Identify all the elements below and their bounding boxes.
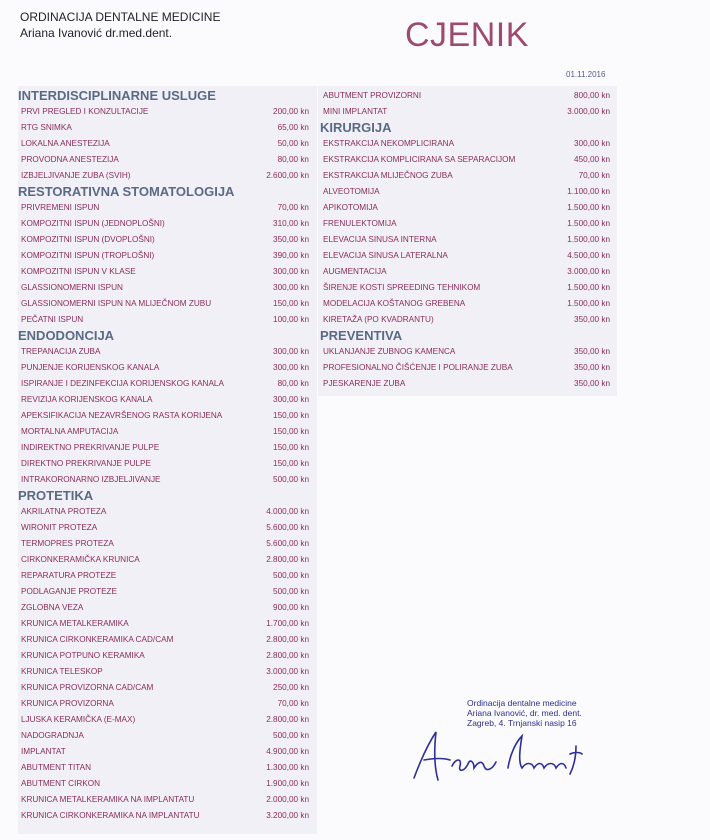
price-row [18, 104, 315, 120]
service-name: ELEVACIJA SINUSA LATERALNA [323, 251, 448, 260]
price-row [18, 648, 315, 664]
service-name: KRUNICA PROVIZORNA [21, 699, 114, 708]
service-name: KOMPOZITNI ISPUN (DVOPLOŠNI) [21, 235, 155, 244]
service-name: PUNJENJE KORIJENSKOG KANALA [21, 363, 160, 372]
price-row [18, 312, 315, 328]
service-price: 250,00 kn [273, 683, 309, 692]
doctor-name: Ariana Ivanović dr.med.dent. [20, 26, 173, 40]
service-name: AKRILATNA PROTEZA [21, 507, 107, 516]
left-column [18, 88, 315, 824]
service-name: GLASSIONOMERNI ISPUN [21, 283, 123, 292]
service-price: 900,00 kn [273, 603, 309, 612]
service-name: NADOGRADNJA [21, 731, 84, 740]
price-row [18, 696, 315, 712]
service-price: 4.900,00 kn [266, 747, 309, 756]
price-row [18, 296, 315, 312]
service-name: KOMPOZITNI ISPUN V KLASE [21, 267, 136, 276]
service-price: 350,00 kn [574, 347, 610, 356]
service-price: 350,00 kn [273, 235, 309, 244]
service-price: 1.500,00 kn [567, 203, 610, 212]
service-price: 150,00 kn [273, 299, 309, 308]
service-name: ŠIRENJE KOSTI SPREEDING TEHNIKOM [323, 283, 481, 292]
service-name: AUGMENTACIJA [323, 267, 387, 276]
service-price: 2.800,00 kn [266, 651, 309, 660]
price-row [320, 104, 616, 120]
price-row [320, 264, 616, 280]
service-price: 300,00 kn [273, 283, 309, 292]
section-title: ENDODONCIJA [18, 328, 115, 343]
service-price: 2.000,00 kn [266, 795, 309, 804]
service-price: 300,00 kn [273, 363, 309, 372]
service-price: 3.000,00 kn [266, 667, 309, 676]
service-name: ZGLOBNA VEZA [21, 603, 84, 612]
price-row [18, 168, 315, 184]
price-row [18, 600, 315, 616]
price-row [18, 280, 315, 296]
service-price: 80,00 kn [277, 155, 309, 164]
service-name: IZBJELJIVANJE ZUBA (SVIH) [21, 171, 131, 180]
price-row [18, 616, 315, 632]
service-name: KRUNICA CIRKONKERAMIKA NA IMPLANTATU [21, 811, 200, 820]
price-row [18, 440, 315, 456]
clinic-header [20, 9, 220, 41]
price-row [320, 88, 616, 104]
price-row [320, 216, 616, 232]
price-row [18, 776, 315, 792]
section-title: PREVENTIVA [320, 328, 403, 343]
page-title: CJENIK [405, 16, 529, 54]
price-row [18, 632, 315, 648]
service-name: WIRONIT PROTEZA [21, 523, 98, 532]
service-name: KOMPOZITNI ISPUN (JEDNOPLOŠNI) [21, 219, 165, 228]
service-name: MINI IMPLANTAT [323, 107, 388, 116]
price-row [18, 552, 315, 568]
service-price: 200,00 kn [273, 107, 309, 116]
service-name: ABUTMENT TITAN [21, 763, 92, 772]
price-row [18, 392, 315, 408]
service-name: ISPIRANJE I DEZINFEKCIJA KORIJENSKOG KANALA [21, 379, 224, 388]
service-price: 70,00 kn [578, 171, 610, 180]
service-price: 300,00 kn [273, 347, 309, 356]
price-row [18, 664, 315, 680]
service-name: EKSTRAKCIJA MLIJEČNOG ZUBA [323, 171, 453, 180]
service-price: 70,00 kn [277, 203, 309, 212]
service-price: 150,00 kn [273, 459, 309, 468]
price-row [18, 536, 315, 552]
service-name: KRUNICA TELESKOP [21, 667, 103, 676]
service-name: RTG SNIMKA [21, 123, 72, 132]
service-name: ABUTMENT CIRKON [21, 779, 101, 788]
service-price: 800,00 kn [574, 91, 610, 100]
service-name: KIRETAŽA (PO KVADRANTU) [323, 315, 434, 324]
price-row [18, 504, 315, 520]
service-price: 1.500,00 kn [567, 299, 610, 308]
section-title: PROTETIKA [18, 488, 94, 503]
service-price: 3.000,00 kn [567, 267, 610, 276]
service-price: 390,00 kn [273, 251, 309, 260]
service-name: UKLANJANJE ZUBNOG KAMENCA [323, 347, 456, 356]
service-name: PROVODNA ANESTEZIJA [21, 155, 119, 164]
service-name: REVIZIJA KORIJENSKOG KANALA [21, 395, 153, 404]
service-name: PROFESIONALNO ČIŠĆENJE I POLIRANJE ZUBA [323, 363, 513, 372]
service-price: 2.800,00 kn [266, 715, 309, 724]
service-name: KRUNICA PROVIZORNA CAD/CAM [21, 683, 154, 692]
price-row [18, 408, 315, 424]
price-row [18, 584, 315, 600]
price-row [18, 424, 315, 440]
signature [404, 722, 594, 792]
service-price: 300,00 kn [574, 139, 610, 148]
service-name: PRVI PREGLED I KONZULTACIJE [21, 107, 149, 116]
service-name: CIRKONKERAMIČKA KRUNICA [21, 555, 140, 564]
service-name: KRUNICA METALKERAMIKA [21, 619, 129, 628]
service-name: INDIREKTNO PREKRIVANJE PULPE [21, 443, 160, 452]
price-row [18, 136, 315, 152]
service-name: APEKSIFIKACIJA NEZAVRŠENOG RASTA KORIJENA [21, 411, 223, 420]
price-row [18, 712, 315, 728]
price-row [18, 568, 315, 584]
price-row [18, 792, 315, 808]
service-name: KRUNICA CIRKONKERAMIKA CAD/CAM [21, 635, 174, 644]
service-name: DIREKTNO PREKRIVANJE PULPE [21, 459, 151, 468]
service-price: 1.300,00 kn [266, 763, 309, 772]
price-row [18, 344, 315, 360]
service-price: 1.500,00 kn [567, 219, 610, 228]
service-name: KOMPOZITNI ISPUN (TROPLOŠNI) [21, 251, 155, 260]
right-column [320, 88, 616, 392]
service-price: 2.800,00 kn [266, 555, 309, 564]
service-price: 300,00 kn [273, 395, 309, 404]
service-price: 500,00 kn [273, 587, 309, 596]
price-row [18, 232, 315, 248]
service-price: 1.900,00 kn [266, 779, 309, 788]
price-row [320, 360, 616, 376]
service-price: 5.600,00 kn [266, 539, 309, 548]
service-price: 150,00 kn [273, 443, 309, 452]
service-name: APIKOTOMIJA [323, 203, 378, 212]
service-name: ABUTMENT PROVIZORNI [323, 91, 422, 100]
service-price: 1.500,00 kn [567, 235, 610, 244]
stamp-line-2: Ariana Ivanović, dr. med. dent. [467, 708, 582, 718]
service-name: EKSTRAKCIJA NEKOMPLICIRANA [323, 139, 455, 148]
service-name: MORTALNA AMPUTACIJA [21, 427, 119, 436]
price-row [18, 152, 315, 168]
price-row [320, 200, 616, 216]
service-price: 500,00 kn [273, 571, 309, 580]
service-price: 4.000,00 kn [266, 507, 309, 516]
price-row [320, 248, 616, 264]
service-name: REPARATURA PROTEZE [21, 571, 117, 580]
section-title: KIRURGIJA [320, 120, 392, 135]
price-row [320, 232, 616, 248]
service-price: 80,00 kn [277, 379, 309, 388]
service-price: 350,00 kn [574, 315, 610, 324]
price-row [18, 200, 315, 216]
service-price: 310,00 kn [273, 219, 309, 228]
service-price: 70,00 kn [277, 699, 309, 708]
service-name: LOKALNA ANESTEZIJA [21, 139, 110, 148]
price-row [18, 120, 315, 136]
price-row [320, 376, 616, 392]
price-row [18, 216, 315, 232]
clinic-name: ORDINACIJA DENTALNE MEDICINE [20, 10, 221, 24]
service-price: 350,00 kn [574, 363, 610, 372]
price-row [320, 168, 616, 184]
service-name: ELEVACIJA SINUSA INTERNA [323, 235, 437, 244]
price-row [320, 296, 616, 312]
service-name: PODLAGANJE PROTEZE [21, 587, 117, 596]
section-title: INTERDISCIPLINARNE USLUGE [18, 88, 216, 103]
service-price: 150,00 kn [273, 427, 309, 436]
price-row [18, 472, 315, 488]
service-price: 450,00 kn [574, 155, 610, 164]
price-row [320, 184, 616, 200]
service-name: PJESKARENJE ZUBA [323, 379, 406, 388]
section-title: RESTORATIVNA STOMATOLOGIJA [18, 184, 235, 199]
price-row [320, 136, 616, 152]
service-price: 5.600,00 kn [266, 523, 309, 532]
service-name: GLASSIONOMERNI ISPUN NA MLIJEČNOM ZUBU [21, 299, 212, 308]
price-row [18, 264, 315, 280]
service-name: KRUNICA POTPUNO KERAMIKA [21, 651, 145, 660]
service-name: KRUNICA METALKERAMIKA NA IMPLANTATU [21, 795, 195, 804]
price-row [320, 152, 616, 168]
service-name: LJUSKA KERAMIČKA (E-MAX) [21, 715, 136, 724]
service-name: TREPANACIJA ZUBA [21, 347, 101, 356]
service-price: 300,00 kn [273, 267, 309, 276]
service-price: 50,00 kn [277, 139, 309, 148]
price-row [18, 760, 315, 776]
service-name: EKSTRAKCIJA KOMPLICIRANA SA SEPARACIJOM [323, 155, 516, 164]
price-row [18, 456, 315, 472]
stamp-line-3: Zagreb, 4. Trnjanski nasip 16 [467, 718, 577, 728]
service-name: TERMOPRES PROTEZA [21, 539, 114, 548]
price-row [18, 376, 315, 392]
service-price: 2.800,00 kn [266, 635, 309, 644]
service-price: 1.700,00 kn [266, 619, 309, 628]
service-price: 2.600,00 kn [266, 171, 309, 180]
service-price: 150,00 kn [273, 411, 309, 420]
price-list-date: 01.11.2016 [566, 70, 606, 79]
price-row [320, 312, 616, 328]
service-price: 500,00 kn [273, 475, 309, 484]
price-row [18, 680, 315, 696]
service-price: 100,00 kn [273, 315, 309, 324]
service-price: 4.500,00 kn [567, 251, 610, 260]
service-name: INTRAKORONARNO IZBJELJIVANJE [21, 475, 161, 484]
service-price: 1.100,00 kn [567, 187, 610, 196]
price-row [320, 344, 616, 360]
service-name: MODELACIJA KOŠTANOG GREBENA [323, 299, 466, 308]
service-name: IMPLANTAT [21, 747, 66, 756]
service-price: 3.000,00 kn [567, 107, 610, 116]
service-name: PEČATNI ISPUN [21, 315, 84, 324]
price-row [18, 744, 315, 760]
service-price: 1.500,00 kn [567, 283, 610, 292]
price-row [18, 728, 315, 744]
price-row [18, 248, 315, 264]
price-row [18, 360, 315, 376]
price-row [18, 808, 315, 824]
service-name: PRIVREMENI ISPUN [21, 203, 100, 212]
service-price: 500,00 kn [273, 731, 309, 740]
service-price: 65,00 kn [277, 123, 309, 132]
service-price: 350,00 kn [574, 379, 610, 388]
price-row [18, 520, 315, 536]
service-price: 3.200,00 kn [266, 811, 309, 820]
service-name: FRENULEKTOMIJA [323, 219, 397, 228]
price-row [320, 280, 616, 296]
service-name: ALVEOTOMIJA [323, 187, 380, 196]
stamp-line-1: Ordinacija dentalne medicine [467, 698, 577, 708]
